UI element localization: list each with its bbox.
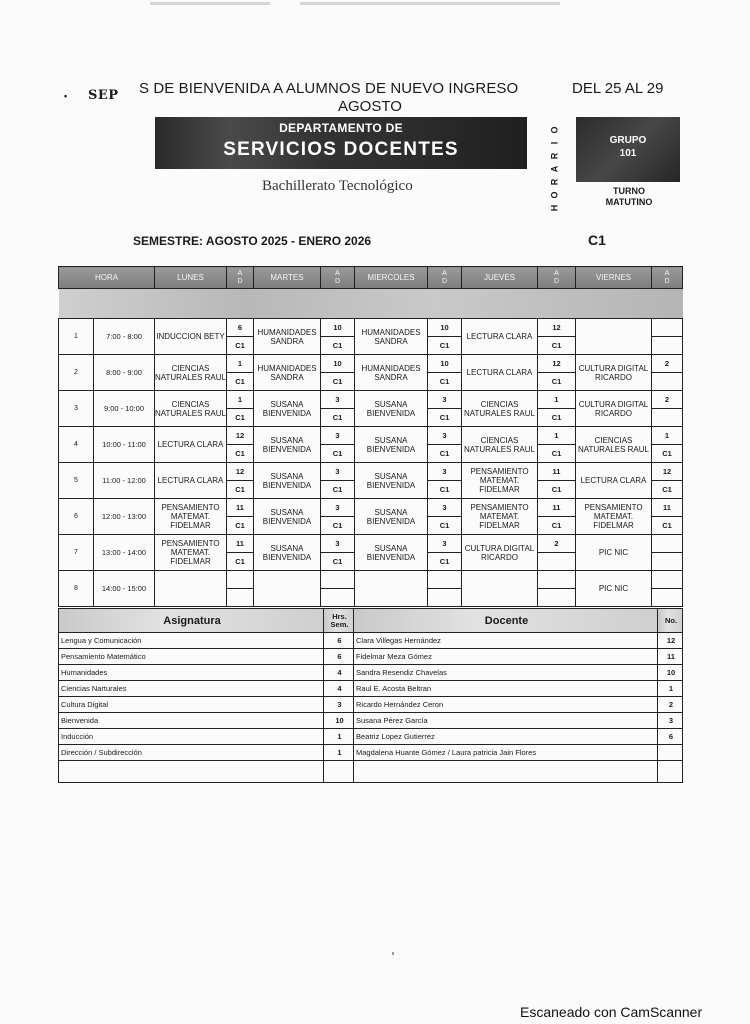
subject-name: Lengua y Comunicación bbox=[59, 633, 324, 649]
class-d-jue: C1 bbox=[538, 337, 576, 355]
class-cell-mar: HUMANIDADES SANDRA bbox=[254, 319, 321, 355]
subject-number: 11 bbox=[658, 649, 683, 665]
header-lunes: LUNES bbox=[155, 267, 227, 289]
subject-hours: 4 bbox=[324, 665, 354, 681]
class-cell-jue bbox=[462, 571, 538, 607]
class-cell-mar: SUSANA BIENVENIDA bbox=[254, 463, 321, 499]
band-cell bbox=[59, 289, 683, 319]
schedule-table bbox=[58, 266, 683, 607]
subject-hours: 4 bbox=[324, 681, 354, 697]
class-cell-vie: CULTURA DIGITAL RICARDO bbox=[576, 391, 652, 427]
class-a-lun: 11 bbox=[227, 499, 254, 517]
class-d-mar: C1 bbox=[321, 553, 355, 571]
class-cell-lun bbox=[155, 571, 227, 607]
empty-cell bbox=[354, 761, 658, 783]
class-a-jue: 1 bbox=[538, 391, 576, 409]
class-d-lun: C1 bbox=[227, 373, 254, 391]
class-a-lun: 11 bbox=[227, 535, 254, 553]
schedule-header-row bbox=[59, 267, 683, 289]
class-cell-jue: LECTURA CLARA bbox=[462, 319, 538, 355]
class-d-mie: C1 bbox=[428, 373, 462, 391]
subject-hours: 3 bbox=[324, 697, 354, 713]
header-ad: A D bbox=[428, 267, 462, 289]
subjects-table bbox=[58, 608, 683, 783]
class-cell-mar: HUMANIDADES SANDRA bbox=[254, 355, 321, 391]
class-cell-jue: CIENCIAS NATURALES RAUL bbox=[462, 391, 538, 427]
class-d-mar: C1 bbox=[321, 481, 355, 499]
period-time: 12:00 - 13:00 bbox=[94, 499, 155, 535]
class-cell-jue: PENSAMIENTO MATEMAT. FIDELMAR bbox=[462, 499, 538, 535]
class-d-mie: C1 bbox=[428, 517, 462, 535]
subject-number: 6 bbox=[658, 729, 683, 745]
header-miercoles: MIERCOLES bbox=[355, 267, 428, 289]
class-a-vie: 11 bbox=[652, 499, 683, 517]
class-d-mar: C1 bbox=[321, 409, 355, 427]
class-a-jue: 12 bbox=[538, 355, 576, 373]
class-d-lun bbox=[227, 589, 254, 607]
page-title-line2: AGOSTO bbox=[338, 98, 402, 115]
class-cell-mar: SUSANA BIENVENIDA bbox=[254, 499, 321, 535]
subject-hours: 10 bbox=[324, 713, 354, 729]
class-d-jue bbox=[538, 553, 576, 571]
class-d-mar: C1 bbox=[321, 517, 355, 535]
period-time: 14:00 - 15:00 bbox=[94, 571, 155, 607]
class-a-vie bbox=[652, 319, 683, 337]
class-d-jue: C1 bbox=[538, 517, 576, 535]
subject-row bbox=[59, 729, 683, 745]
class-a-mar bbox=[321, 571, 355, 589]
class-a-mar: 10 bbox=[321, 355, 355, 373]
schedule-row bbox=[59, 499, 683, 517]
class-d-mar: C1 bbox=[321, 373, 355, 391]
header-jueves: JUEVES bbox=[462, 267, 538, 289]
class-d-lun: C1 bbox=[227, 481, 254, 499]
class-d-lun: C1 bbox=[227, 445, 254, 463]
subject-row bbox=[59, 665, 683, 681]
class-a-jue bbox=[538, 571, 576, 589]
semester-label: SEMESTRE: AGOSTO 2025 - ENERO 2026 bbox=[133, 234, 372, 248]
class-a-vie: 1 bbox=[652, 427, 683, 445]
class-a-mar: 10 bbox=[321, 319, 355, 337]
header-no: No. bbox=[658, 609, 683, 633]
empty-cell bbox=[324, 761, 354, 783]
grupo-box bbox=[576, 117, 680, 182]
date-range: DEL 25 AL 29 bbox=[572, 80, 664, 97]
class-d-mar bbox=[321, 589, 355, 607]
department-banner bbox=[155, 117, 527, 169]
subject-name: Humanidades bbox=[59, 665, 324, 681]
class-d-vie bbox=[652, 589, 683, 607]
bullet-mark: • bbox=[64, 91, 68, 101]
class-d-vie: C1 bbox=[652, 517, 683, 535]
class-cell-mar: SUSANA BIENVENIDA bbox=[254, 535, 321, 571]
subject-name: Inducción bbox=[59, 729, 324, 745]
subject-row bbox=[59, 713, 683, 729]
class-d-jue: C1 bbox=[538, 445, 576, 463]
period-number: 3 bbox=[59, 391, 94, 427]
schedule-row bbox=[59, 571, 683, 589]
subject-hours: 1 bbox=[324, 745, 354, 761]
class-d-lun: C1 bbox=[227, 553, 254, 571]
period-number: 7 bbox=[59, 535, 94, 571]
class-cell-lun: INDUCCION BETY bbox=[155, 319, 227, 355]
class-cell-jue: CIENCIAS NATURALES RAUL bbox=[462, 427, 538, 463]
subject-teacher: Raul E. Acosta Beltran bbox=[354, 681, 658, 697]
subject-name: Ciencias Narturales bbox=[59, 681, 324, 697]
class-a-jue: 2 bbox=[538, 535, 576, 553]
schedule-row bbox=[59, 319, 683, 337]
header-ad: A D bbox=[321, 267, 355, 289]
period-time: 13:00 - 14:00 bbox=[94, 535, 155, 571]
class-cell-vie: CULTURA DIGITAL RICARDO bbox=[576, 355, 652, 391]
period-time: 8:00 - 9:00 bbox=[94, 355, 155, 391]
period-number: 1 bbox=[59, 319, 94, 355]
class-cell-lun: LECTURA CLARA bbox=[155, 427, 227, 463]
class-a-vie: 12 bbox=[652, 463, 683, 481]
schedule-row bbox=[59, 355, 683, 373]
class-a-mar: 3 bbox=[321, 499, 355, 517]
subject-number: 1 bbox=[658, 681, 683, 697]
class-cell-vie bbox=[576, 319, 652, 355]
period-number: 4 bbox=[59, 427, 94, 463]
schedule-row bbox=[59, 463, 683, 481]
class-cell-mar: SUSANA BIENVENIDA bbox=[254, 427, 321, 463]
subject-hours: 6 bbox=[324, 649, 354, 665]
class-a-jue: 12 bbox=[538, 319, 576, 337]
header-hora: HORA bbox=[59, 267, 155, 289]
header-asignatura: Asignatura bbox=[59, 609, 324, 633]
subject-row bbox=[59, 649, 683, 665]
class-d-vie bbox=[652, 553, 683, 571]
class-cell-mie: HUMANIDADES SANDRA bbox=[355, 355, 428, 391]
subjects-header-row bbox=[59, 609, 683, 633]
class-d-vie bbox=[652, 373, 683, 391]
class-a-mie: 3 bbox=[428, 499, 462, 517]
subject-teacher: Susana Pérez García bbox=[354, 713, 658, 729]
class-cell-vie: PENSAMIENTO MATEMAT. FIDELMAR bbox=[576, 499, 652, 535]
subject-number: 3 bbox=[658, 713, 683, 729]
class-a-vie bbox=[652, 535, 683, 553]
period-number: 8 bbox=[59, 571, 94, 607]
header-docente: Docente bbox=[354, 609, 658, 633]
class-d-mar: C1 bbox=[321, 445, 355, 463]
class-cell-mie bbox=[355, 571, 428, 607]
class-cell-mie: SUSANA BIENVENIDA bbox=[355, 391, 428, 427]
class-a-jue: 1 bbox=[538, 427, 576, 445]
class-d-mie: C1 bbox=[428, 445, 462, 463]
class-a-mar: 3 bbox=[321, 391, 355, 409]
class-cell-mie: SUSANA BIENVENIDA bbox=[355, 427, 428, 463]
class-a-jue: 11 bbox=[538, 499, 576, 517]
class-a-vie: 2 bbox=[652, 391, 683, 409]
horario-vertical-label: O I R A R O H bbox=[549, 125, 560, 212]
class-a-lun: 1 bbox=[227, 391, 254, 409]
class-cell-vie: PIC NIC bbox=[576, 571, 652, 607]
class-d-vie: C1 bbox=[652, 445, 683, 463]
subject-teacher: Fidelmar Meza Gómez bbox=[354, 649, 658, 665]
class-a-mie: 3 bbox=[428, 427, 462, 445]
period-number: 6 bbox=[59, 499, 94, 535]
class-d-lun: C1 bbox=[227, 409, 254, 427]
header-ad: A D bbox=[227, 267, 254, 289]
camscanner-watermark: Escaneado con CamScanner bbox=[520, 1004, 703, 1020]
class-d-mie bbox=[428, 589, 462, 607]
period-time: 7:00 - 8:00 bbox=[94, 319, 155, 355]
header-martes: MARTES bbox=[254, 267, 321, 289]
period-number: 5 bbox=[59, 463, 94, 499]
class-a-vie: 2 bbox=[652, 355, 683, 373]
grupo-value: 101 bbox=[619, 148, 637, 159]
class-d-jue: C1 bbox=[538, 481, 576, 499]
subject-number: 2 bbox=[658, 697, 683, 713]
subject-teacher: Magdalena Huante Gómez / Laura patricia Jain Flores bbox=[354, 745, 658, 761]
class-cell-jue: PENSAMIENTO MATEMAT. FIDELMAR bbox=[462, 463, 538, 499]
class-cell-lun: CIENCIAS NATURALES RAUL bbox=[155, 355, 227, 391]
class-d-mie: C1 bbox=[428, 337, 462, 355]
subject-number: 10 bbox=[658, 665, 683, 681]
class-d-lun: C1 bbox=[227, 337, 254, 355]
class-cell-mie: SUSANA BIENVENIDA bbox=[355, 499, 428, 535]
subject-hours: 1 bbox=[324, 729, 354, 745]
subject-teacher: Ricardo Hernández Ceron bbox=[354, 697, 658, 713]
subject-hours: 6 bbox=[324, 633, 354, 649]
class-cell-jue: LECTURA CLARA bbox=[462, 355, 538, 391]
schedule-row bbox=[59, 391, 683, 409]
class-cell-mar: SUSANA BIENVENIDA bbox=[254, 391, 321, 427]
subject-name: Pensamiento Matemático bbox=[59, 649, 324, 665]
class-a-mie: 3 bbox=[428, 463, 462, 481]
page-title-line1: S DE BIENVENIDA A ALUMNOS DE NUEVO INGRESO bbox=[139, 80, 519, 97]
class-a-mie: 10 bbox=[428, 319, 462, 337]
scan-artifact-line bbox=[0, 0, 750, 8]
grupo-label: GRUPO bbox=[609, 135, 647, 146]
class-a-mar: 3 bbox=[321, 535, 355, 553]
sep-logo-text: SEP bbox=[88, 88, 119, 103]
class-cell-vie: CIENCIAS NATURALES RAUL bbox=[576, 427, 652, 463]
turno-label bbox=[601, 186, 657, 208]
class-cell-lun: CIENCIAS NATURALES RAUL bbox=[155, 391, 227, 427]
subject-row bbox=[59, 697, 683, 713]
subject-name: Dirección / Subdirección bbox=[59, 745, 324, 761]
class-a-lun: 12 bbox=[227, 427, 254, 445]
class-d-jue bbox=[538, 589, 576, 607]
class-d-lun: C1 bbox=[227, 517, 254, 535]
class-d-mar: C1 bbox=[321, 337, 355, 355]
period-time: 9:00 - 10:00 bbox=[94, 391, 155, 427]
class-d-mie: C1 bbox=[428, 481, 462, 499]
class-a-mie: 3 bbox=[428, 391, 462, 409]
class-cell-mie: SUSANA BIENVENIDA bbox=[355, 535, 428, 571]
header-viernes: VIERNES bbox=[576, 267, 652, 289]
class-a-lun bbox=[227, 571, 254, 589]
subject-name: Cultura Digital bbox=[59, 697, 324, 713]
class-cell-vie: LECTURA CLARA bbox=[576, 463, 652, 499]
class-d-jue: C1 bbox=[538, 409, 576, 427]
class-cell-mie: HUMANIDADES SANDRA bbox=[355, 319, 428, 355]
class-cell-jue: CULTURA DIGITAL RICARDO bbox=[462, 535, 538, 571]
schedule-row bbox=[59, 427, 683, 445]
subject-name: Bienvenida bbox=[59, 713, 324, 729]
header-ad: A D bbox=[538, 267, 576, 289]
period-time: 10:00 - 11:00 bbox=[94, 427, 155, 463]
subject-row bbox=[59, 633, 683, 649]
period-number: 2 bbox=[59, 355, 94, 391]
class-d-jue: C1 bbox=[538, 373, 576, 391]
class-a-lun: 1 bbox=[227, 355, 254, 373]
turno-line1: TURNO bbox=[613, 186, 645, 196]
class-a-lun: 6 bbox=[227, 319, 254, 337]
class-d-vie bbox=[652, 337, 683, 355]
class-a-mar: 3 bbox=[321, 427, 355, 445]
subject-teacher: Beatriz Lopez Gutierrez bbox=[354, 729, 658, 745]
period-time: 11:00 - 12:00 bbox=[94, 463, 155, 499]
schedule-row bbox=[59, 535, 683, 553]
class-cell-mie: SUSANA BIENVENIDA bbox=[355, 463, 428, 499]
room-label: C1 bbox=[588, 232, 606, 248]
header-hrs: Hrs. Sem. bbox=[324, 609, 354, 633]
class-cell-lun: PENSAMIENTO MATEMAT. FIDELMAR bbox=[155, 499, 227, 535]
subject-row bbox=[59, 745, 683, 761]
class-d-mie: C1 bbox=[428, 409, 462, 427]
class-a-mie: 10 bbox=[428, 355, 462, 373]
department-line1: DEPARTAMENTO DE bbox=[279, 121, 403, 135]
class-cell-mar bbox=[254, 571, 321, 607]
class-cell-lun: PENSAMIENTO MATEMAT. FIDELMAR bbox=[155, 535, 227, 571]
class-d-vie bbox=[652, 409, 683, 427]
class-d-vie: C1 bbox=[652, 481, 683, 499]
scan-speck bbox=[392, 952, 394, 955]
class-a-mar: 3 bbox=[321, 463, 355, 481]
class-d-mie: C1 bbox=[428, 553, 462, 571]
class-a-mie bbox=[428, 571, 462, 589]
class-a-vie bbox=[652, 571, 683, 589]
class-cell-vie: PIC NIC bbox=[576, 535, 652, 571]
empty-cell bbox=[59, 761, 324, 783]
class-a-lun: 12 bbox=[227, 463, 254, 481]
empty-cell bbox=[658, 761, 683, 783]
department-line2: SERVICIOS DOCENTES bbox=[223, 139, 459, 160]
school-subtitle: Bachillerato Tecnológico bbox=[262, 178, 413, 194]
class-a-jue: 11 bbox=[538, 463, 576, 481]
subject-number: 12 bbox=[658, 633, 683, 649]
subject-row-empty bbox=[59, 761, 683, 783]
header-ad: A D bbox=[652, 267, 683, 289]
schedule-band-row bbox=[59, 289, 683, 319]
subject-number bbox=[658, 745, 683, 761]
subject-row bbox=[59, 681, 683, 697]
subject-teacher: Sandra Resendiz Chavelas bbox=[354, 665, 658, 681]
class-a-mie: 3 bbox=[428, 535, 462, 553]
turno-line2: MATUTINO bbox=[605, 197, 653, 207]
class-cell-lun: LECTURA CLARA bbox=[155, 463, 227, 499]
subject-teacher: Clara Villegas Hernández bbox=[354, 633, 658, 649]
